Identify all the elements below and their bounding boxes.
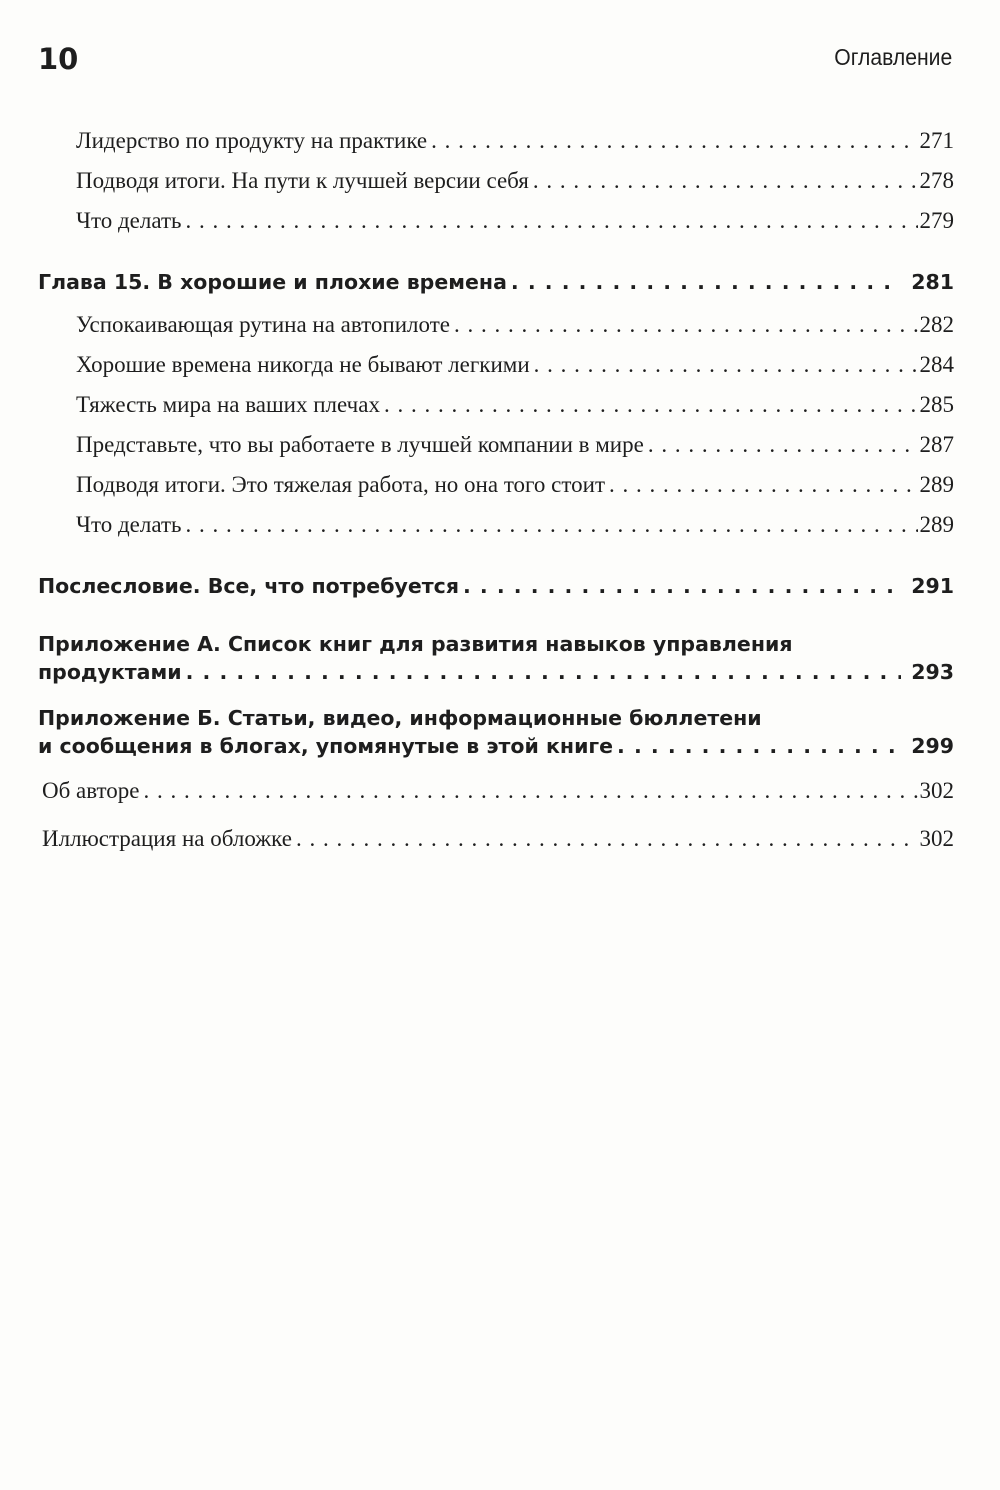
toc-entry-title: Представьте, что вы работаете в лучшей компании в мире [76, 432, 644, 457]
dot-leader [186, 512, 918, 538]
toc-entry-page: 282 [919, 312, 954, 337]
toc-chapter-entry [38, 270, 954, 312]
toc-entry-page: 302 [919, 778, 954, 803]
toc-cover-illustration-entry [38, 826, 954, 874]
toc-entry-page: 284 [919, 352, 954, 377]
toc-entry [38, 208, 954, 248]
dot-leader [186, 658, 902, 686]
toc-chapter-title-line2: и сообщения в блогах, упомянутые в этой книге [38, 734, 614, 758]
toc-entry-title: Хорошие времена никогда не бывают легкими [76, 352, 530, 377]
dot-leader [384, 392, 918, 418]
toc-entry-title: Что делать [76, 512, 182, 537]
toc-about-author-entry [38, 778, 954, 826]
toc-appendix-a-entry [38, 630, 954, 686]
toc-entry-title: Об авторе [42, 778, 140, 803]
toc-entry [38, 392, 954, 432]
toc-entry [38, 312, 954, 352]
dot-leader [144, 778, 918, 804]
dot-leader [534, 352, 918, 378]
dot-leader [454, 312, 918, 338]
toc-entry-page: 302 [919, 826, 954, 851]
toc-entry-page: 279 [919, 208, 954, 233]
dot-leader [296, 826, 918, 852]
toc-entry-title: Тяжесть мира на ваших плечах [76, 392, 380, 417]
table-of-contents [38, 128, 954, 874]
toc-entry [38, 512, 954, 552]
toc-entry [38, 352, 954, 392]
toc-chapter-page: 293 [911, 660, 954, 684]
toc-chapter-page: 281 [911, 270, 954, 294]
toc-entry [38, 472, 954, 512]
toc-chapter-title-line2: продуктами [38, 660, 182, 684]
toc-chapter-title-line1: Приложение Б. Статьи, видео, информационные бюллетени [38, 706, 762, 730]
toc-entry-page: 289 [919, 512, 954, 537]
dot-leader [511, 270, 901, 294]
toc-entry-title: Иллюстрация на обложке [42, 826, 292, 851]
toc-entry [38, 432, 954, 472]
dot-leader [533, 168, 918, 194]
toc-chapter-title-line1: Приложение А. Список книг для развития навыков управления [38, 632, 793, 656]
toc-entry-page: 287 [919, 432, 954, 457]
toc-entry-title: Подводя итоги. На пути к лучшей версии себя [76, 168, 529, 193]
dot-leader [617, 732, 901, 760]
toc-chapter-title: Глава 15. В хорошие и плохие времена [38, 270, 507, 294]
toc-entry-title: Подводя итоги. Это тяжелая работа, но она того стоит [76, 472, 605, 497]
page-number: 10 [38, 42, 79, 76]
dot-leader [431, 128, 917, 154]
toc-entry-page: 278 [919, 168, 954, 193]
toc-entry-title: Успокаивающая рутина на автопилоте [76, 312, 450, 337]
toc-entry-title: Лидерство по продукту на практике [76, 128, 428, 153]
toc-chapter-title: Послесловие. Все, что потребуется [38, 574, 459, 598]
dot-leader [463, 574, 901, 598]
toc-appendix-b-entry [38, 704, 954, 760]
toc-entry-page: 285 [919, 392, 954, 417]
toc-afterword-entry [38, 574, 954, 616]
dot-leader [186, 208, 918, 234]
dot-leader [648, 432, 918, 458]
toc-entry-page: 271 [919, 128, 954, 153]
toc-entry [38, 168, 954, 208]
toc-entry [38, 128, 954, 168]
toc-chapter-page: 299 [911, 734, 954, 758]
toc-entry-page: 289 [919, 472, 954, 497]
running-head: Оглавление [834, 44, 952, 70]
toc-chapter-page: 291 [911, 574, 954, 598]
toc-entry-title: Что делать [76, 208, 182, 233]
dot-leader [609, 472, 918, 498]
